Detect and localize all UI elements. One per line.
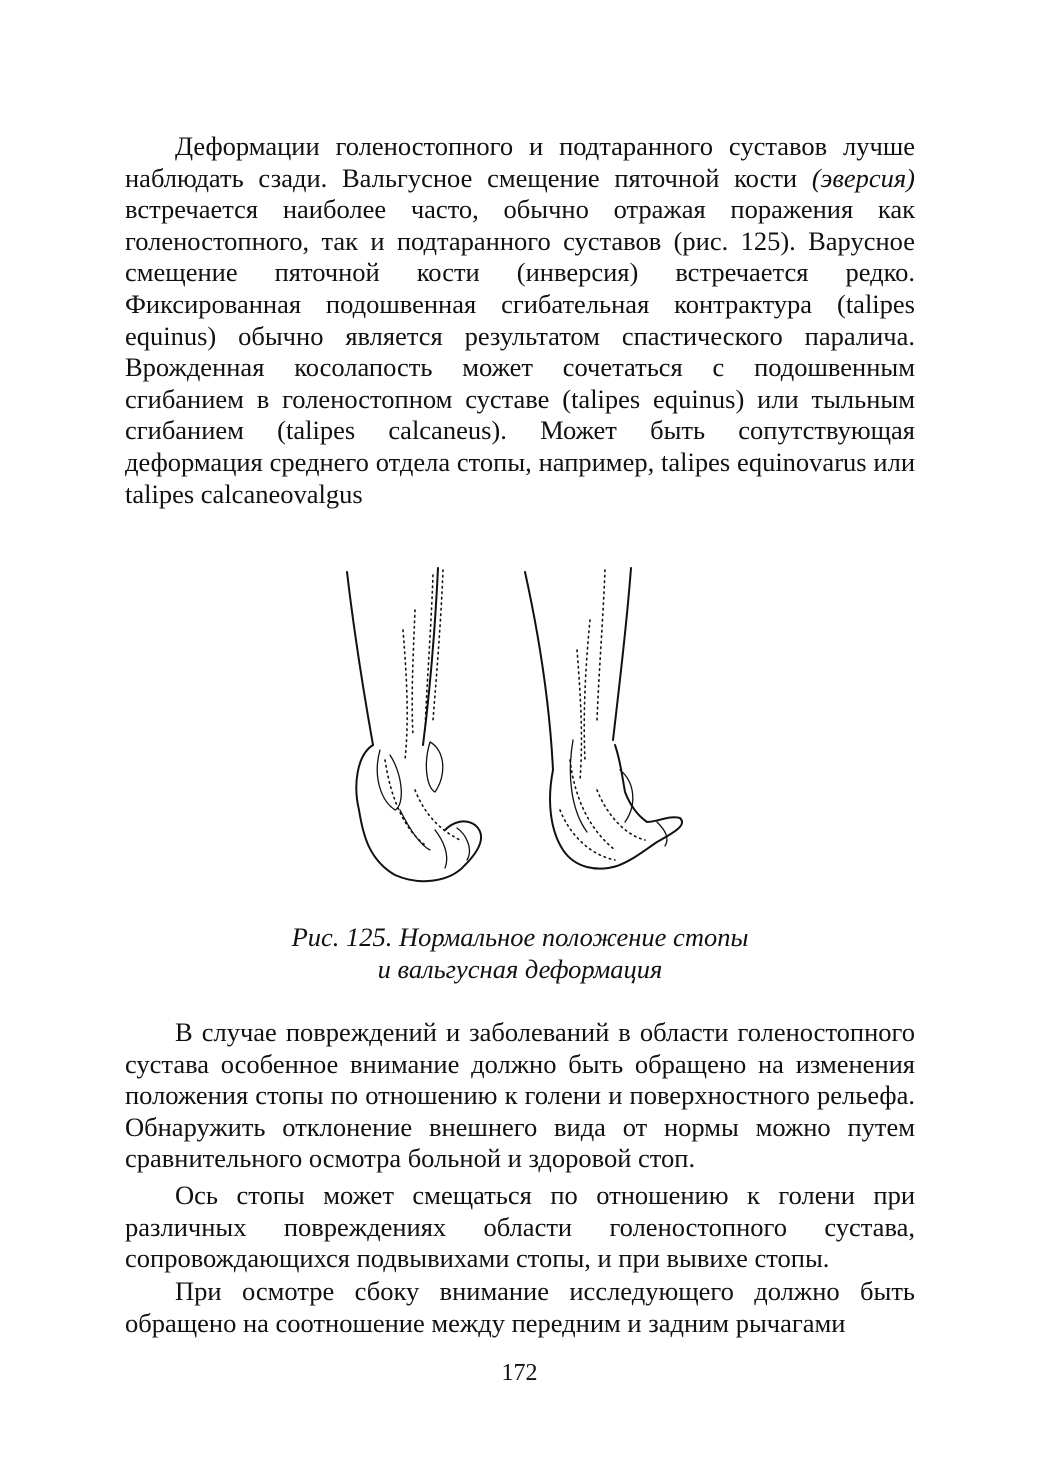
caption-line-2: и вальгусная деформация bbox=[377, 953, 663, 984]
paragraph-injuries: В случае повреждений и заболеваний в области голеностопного сустава особенное внимание должно быть обращено на изменения положения стопы по отношению к голени и поверхностного рельефа. Обнаружить отклонение внешнего вида от нормы можно путем сравнительного осмотра больной и здоровой стоп. bbox=[125, 1017, 915, 1174]
paragraph-side-view: При осмотре сбоку внимание исследующего должно быть обращено на соотношение между передним и задним рычагами bbox=[125, 1276, 915, 1338]
figure-foot-illustration bbox=[335, 560, 695, 900]
paragraph-ankle-deformities bbox=[125, 131, 915, 510]
paragraph-text: Деформации голеностопного и подтаранного суставов лучше наблюдать сзади. Вальгусное смещение пяточной кости bbox=[125, 131, 915, 193]
normal-foot-drawing bbox=[347, 568, 481, 881]
caption-line-1: Рис. 125. Нормальное положение стопы bbox=[291, 922, 749, 952]
italic-term-eversion: (эверсия) bbox=[811, 162, 915, 193]
paragraph-foot-axis: Ось стопы может смещаться по отношению к голени при различных повреждениях области голеностопного сустава, сопровождающихся подвывихами стопы, и при вывихе стопы. bbox=[125, 1180, 915, 1274]
page-number: 172 bbox=[501, 1360, 538, 1386]
valgus-foot-drawing bbox=[525, 568, 682, 869]
figure-caption bbox=[125, 922, 915, 985]
paragraph-text: встречается наиболее часто, обычно отражая поражения как голеностопного, так и подтаранного суставов (рис. 125). Варусное смещение пяточной кости (инверсия) встречается редко. Фиксированная подошвенная сгибательная контрактура (talipes equinus) обычно является результатом спастического паралича. Врожденная косолапость может сочетаться с подошвенным сгибанием в голеностопном суставе (talipes equinus) или тыльным сгибанием (talipes calcaneus). Может быть сопутствующая деформация среднего отдела стопы, например, talipes equinovarus или talipes calcaneovalgus bbox=[125, 194, 915, 509]
